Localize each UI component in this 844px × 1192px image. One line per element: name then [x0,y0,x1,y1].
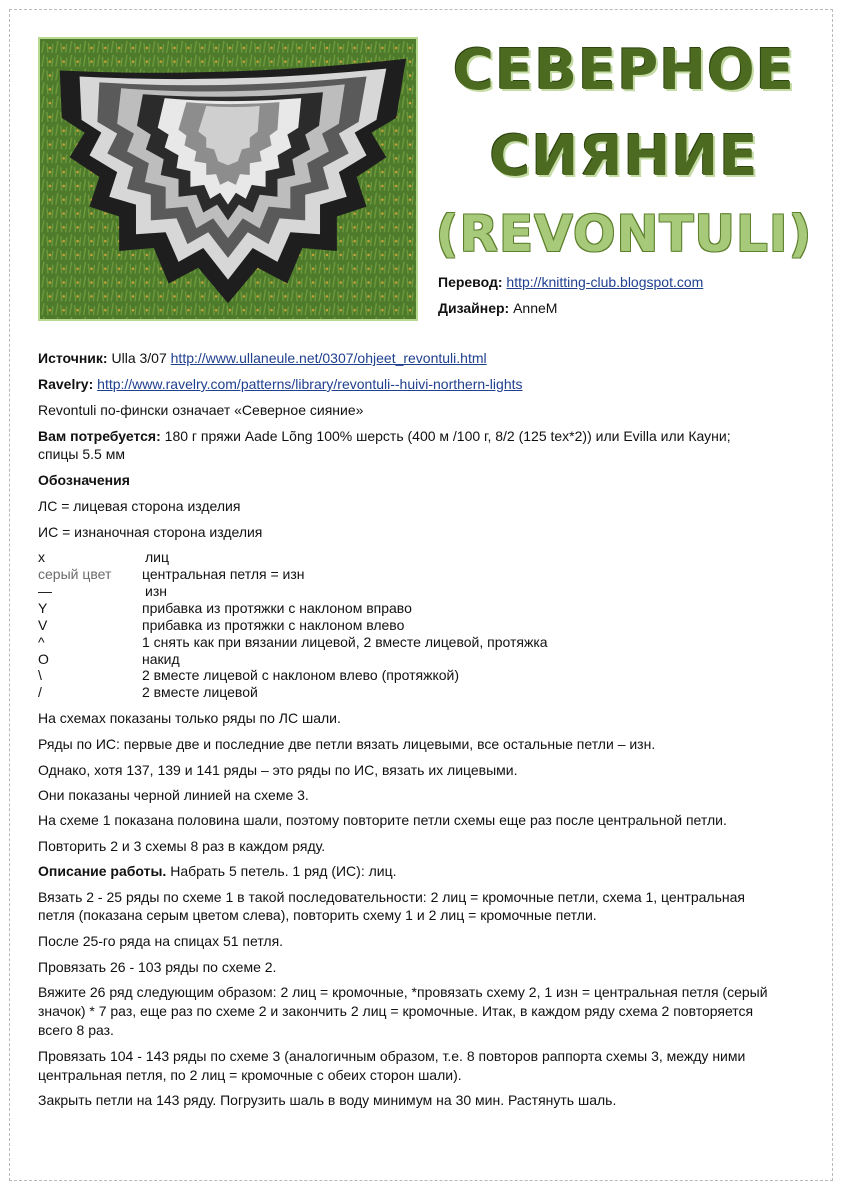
ravelry-link[interactable]: http://www.ravelry.com/patterns/library/revontuli--huivi-northern-lights [97,376,523,392]
work-label: Описание работы. [38,863,167,879]
note-3: Однако, хотя 137, 139 и 141 ряды – это ряды по ИС, вязать их лицевыми. [38,762,518,778]
legend-symbol: ^ [38,634,45,650]
legend-symbol: — [38,583,52,599]
materials-line-1 [38,427,808,445]
legend-symbol: / [38,684,42,700]
title-line-3: (REVONTULI) [435,205,813,263]
legend-desc: лиц [145,549,170,565]
note-1: На схемах показаны только ряды по ЛС шали. [38,710,341,726]
work-text: Набрать 5 петель. 1 ряд (ИС): лиц. [166,863,397,879]
legend-symbol: х [38,549,45,565]
step-6: Закрыть петли на 143 ряду. Погрузить шаль в воду минимум на 30 мин. Растянуть шаль. [38,1092,617,1108]
legend-desc: прибавка из протяжки с наклоном влево [142,617,405,633]
is-definition: ИС = изнаночная сторона изделия [38,524,263,540]
ravelry-label: Ravelry: [38,376,94,392]
designer-name: AnneM [513,300,558,316]
legend-desc: накид [142,651,180,667]
legend-desc: центральная петля = изн [142,566,305,582]
legend-symbol: \ [38,667,42,683]
step-2: После 25-го ряда на спицах 51 петля. [38,933,284,949]
legend-symbol: O [38,651,49,667]
translation-link[interactable]: http://knitting-club.blogspot.com [506,274,704,290]
step-1-line-1: Вязать 2 - 25 ряды по схеме 1 в такой последовательности: 2 лиц = кромочные петли, схема 1, центральная [38,889,745,905]
source-link[interactable]: http://www.ullaneule.net/0307/ohjeet_revontuli.html [170,350,487,366]
materials-label: Вам потребуется: [38,428,161,444]
materials-line-2: спицы 5.5 мм [38,446,125,462]
legend-title: Обозначения [38,472,130,488]
ls-definition: ЛС = лицевая сторона изделия [38,498,241,514]
note-4: Они показаны черной линией на схеме 3. [38,787,309,803]
legend-desc: 2 вместе лицевой [142,684,258,700]
legend-symbol: V [38,617,48,633]
legend-desc: 1 снять как при вязании лицевой, 2 вместе лицевой, протяжка [142,634,548,650]
legend-desc: изн [145,583,167,599]
translation-line [438,273,703,291]
legend-symbol: Y [38,600,48,616]
title-line-1: СЕВЕРНОЕ [452,38,796,103]
step-3: Провязать 26 - 103 ряды по схеме 2. [38,959,277,975]
step-4-line-3: всего 8 раз. [38,1022,114,1038]
ravelry-line [38,375,808,393]
step-5-line-1: Провязать 104 - 143 ряды по схеме 3 (аналогичным образом, т.е. 8 повторов раппорта схемы 3, между ними [38,1048,746,1064]
note-2: Ряды по ИС: первые две и последние две петли вязать лицевыми, все остальные петли – изн. [38,736,656,752]
step-5-line-2: центральная петля, по 2 лиц = кромочные с обеих сторон шали). [38,1067,462,1083]
note-5: На схеме 1 показана половина шали, поэтому повторите петли схемы еще раз после центральной петли. [38,812,727,828]
legend-symbol: серый цвет [38,566,112,582]
designer-line [438,299,557,317]
step-4-line-1: Вяжите 26 ряд следующим образом: 2 лиц = кромочные, *провязать схему 2, 1 изн = центральная петля (серый [38,984,768,1000]
title-line-2: СИЯНИЕ [489,124,759,189]
legend-desc: 2 вместе лицевой с наклоном влево (протяжкой) [142,667,459,683]
note-6: Повторить 2 и 3 схемы 8 раз в каждом ряду. [38,838,326,854]
translation-label: Перевод: [438,274,503,290]
materials-text: 180 г пряжи Aade Lõng 100% шерсть (400 м /100 г, 8/2 (125 tex*2)) или Evilla или Кауни; [160,428,731,444]
step-4-line-2: значок) * 7 раз, еще раз по схеме 2 и закончить 2 лиц = кромочные. Итак, в каждом ряду схема 2 повторяется [38,1003,754,1019]
work-line [38,862,808,880]
source-line [38,349,808,367]
source-label: Источник: [38,350,108,366]
source-text: Ulla 3/07 [107,350,171,366]
step-1-line-2: петля (показана серым цветом слева), повторить схему 1 и 2 лиц = кромочные петли. [38,907,597,923]
shawl-photo [38,37,418,321]
legend-desc: прибавка из протяжки с наклоном вправо [142,600,412,616]
designer-label: Дизайнер: [438,300,510,316]
intro-text: Revontuli по-фински означает «Северное сияние» [38,402,364,418]
